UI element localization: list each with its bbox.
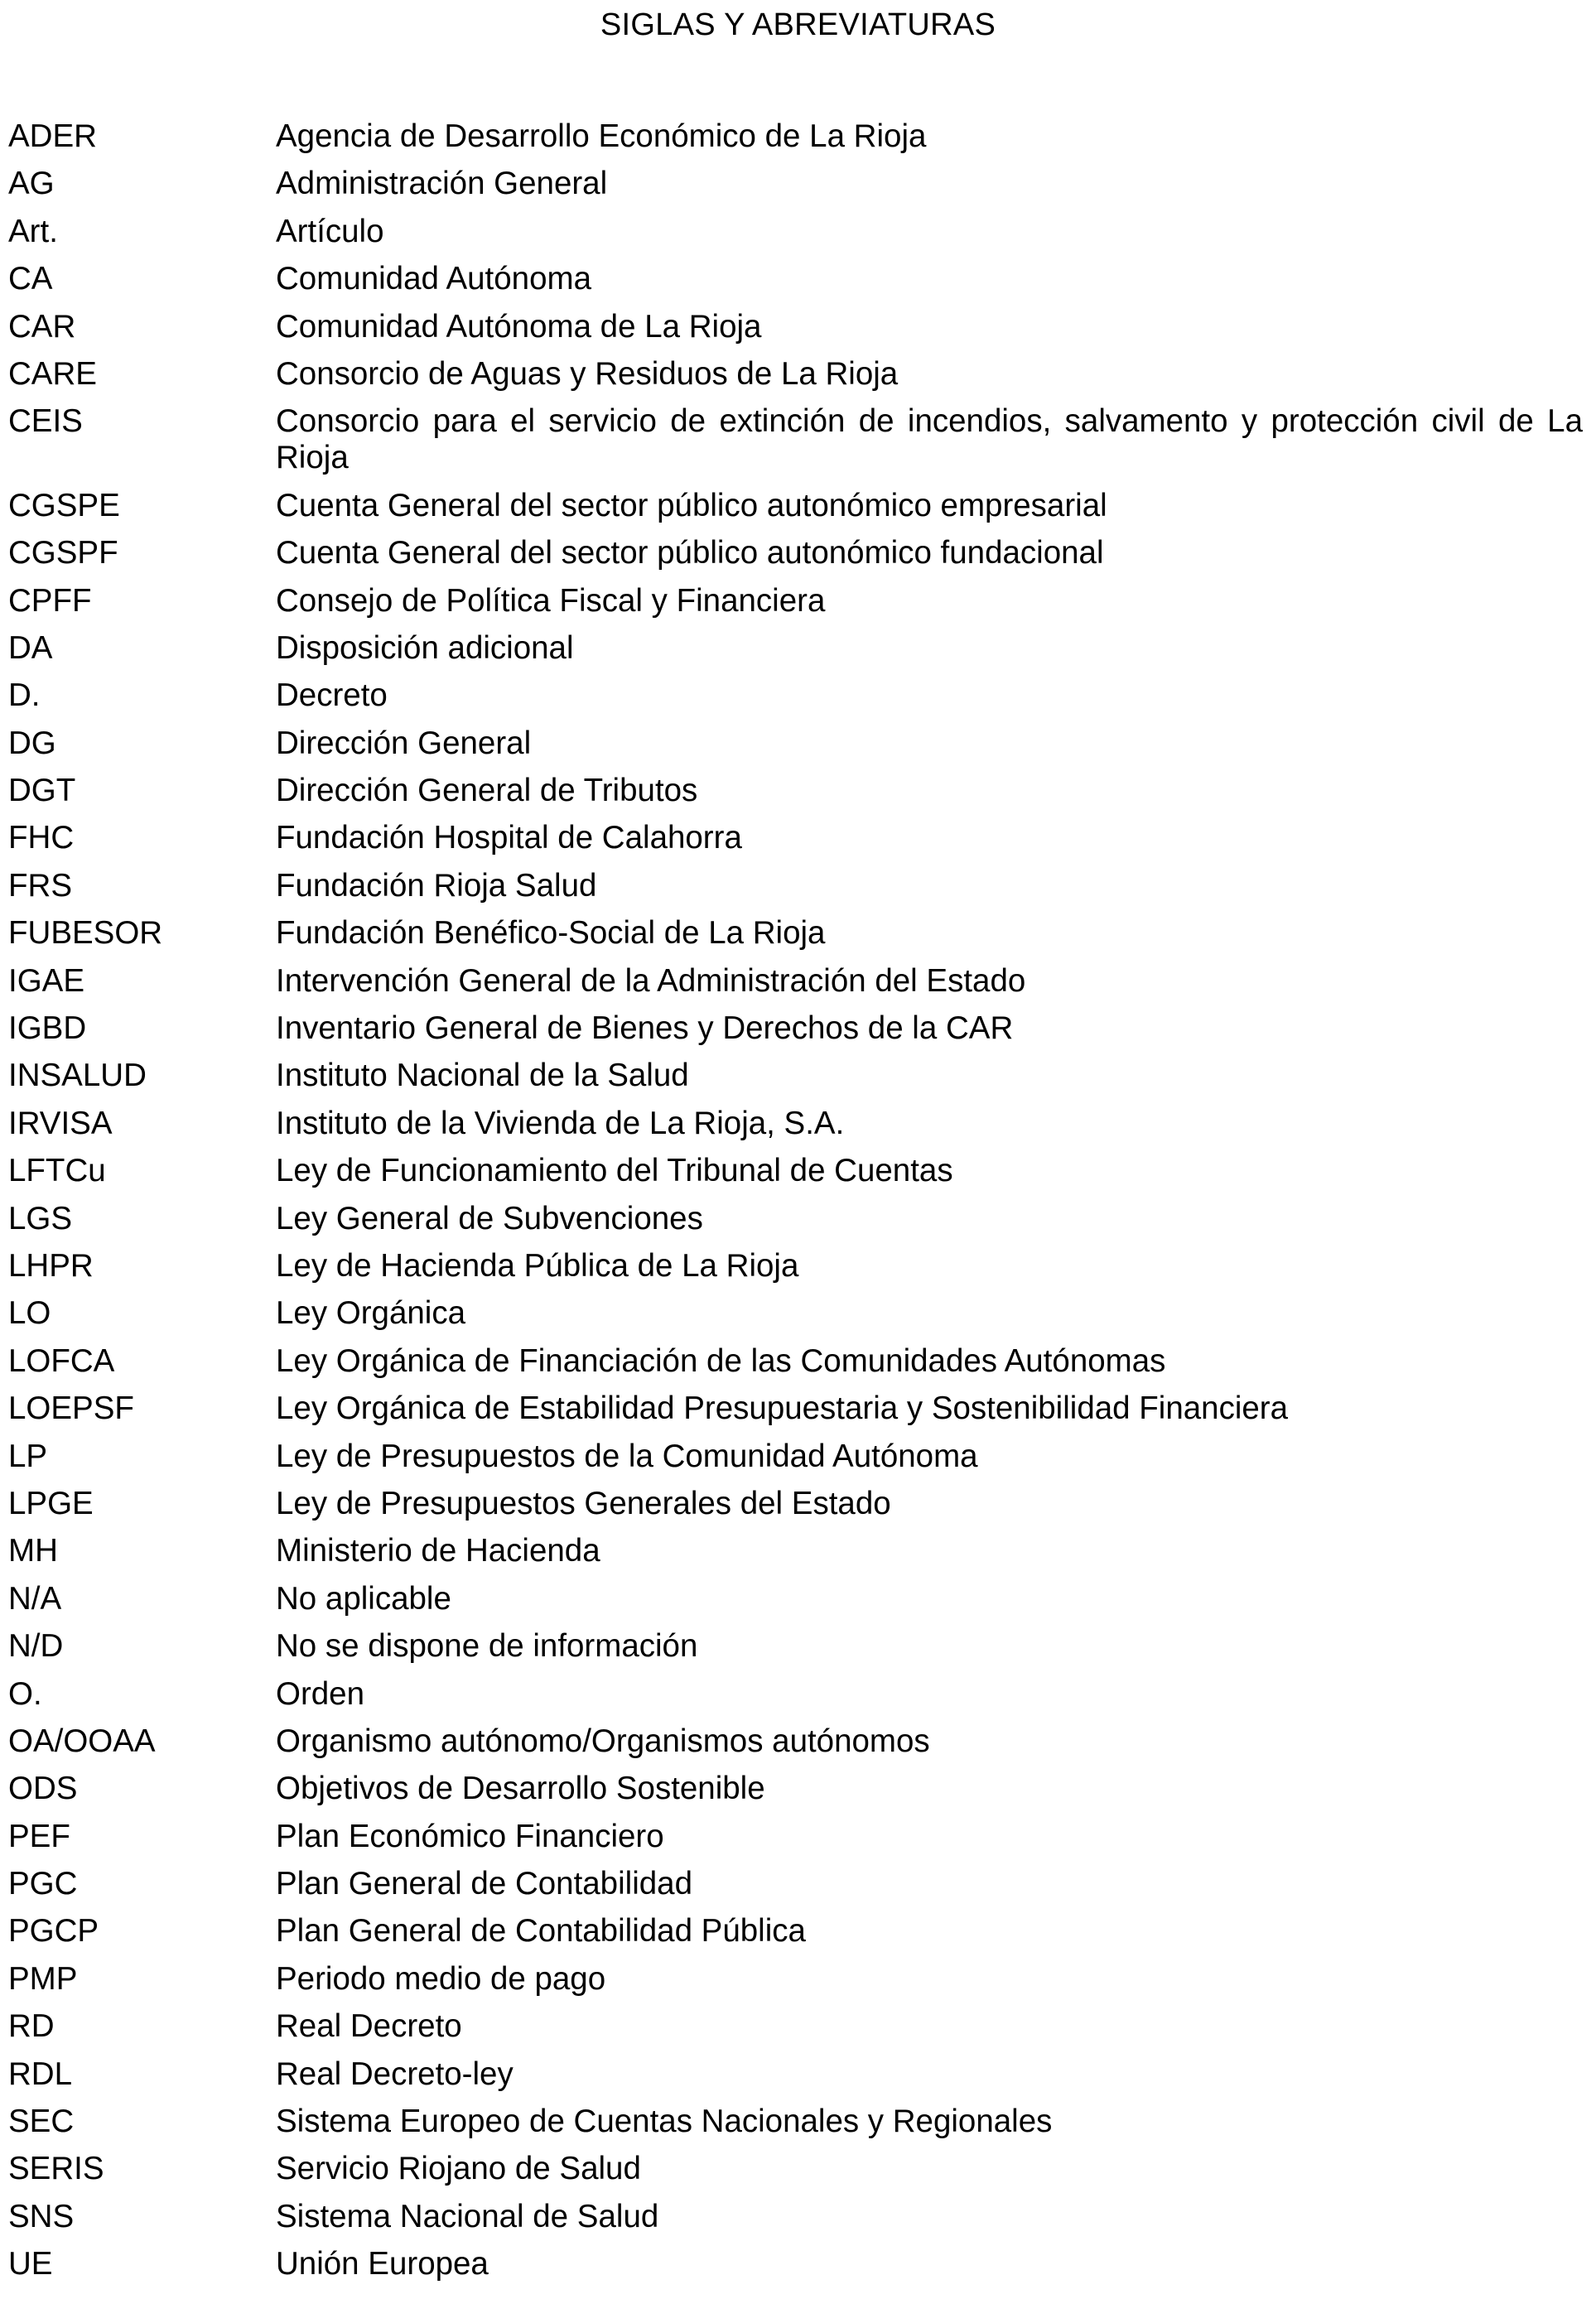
abbreviation-row [0, 1248, 1596, 1284]
abbreviation-term: LHPR [8, 1247, 94, 1284]
abbreviation-row [0, 1961, 1596, 1998]
abbreviation-row [0, 1866, 1596, 1902]
abbreviation-term: PGCP [8, 1913, 99, 1950]
abbreviation-term: N/D [8, 1628, 64, 1665]
abbreviation-term: INSALUD [8, 1058, 147, 1094]
abbreviation-definition: Intervención General de la Administración del Estado [276, 962, 1026, 999]
abbreviation-definition: Servicio Riojano de Salud [276, 2151, 641, 2187]
abbreviation-term: AG [8, 166, 55, 202]
abbreviation-row [0, 1106, 1596, 1142]
abbreviation-term: LOFCA [8, 1342, 115, 1379]
abbreviation-row [0, 915, 1596, 952]
abbreviation-definition: Periodo medio de pago [276, 1960, 606, 1997]
abbreviation-list [0, 118, 1596, 2294]
abbreviation-definition: Orden [276, 1675, 365, 1712]
abbreviation-row [0, 868, 1596, 904]
abbreviation-definition: No aplicable [276, 1580, 451, 1617]
abbreviation-row [0, 1439, 1596, 1475]
abbreviation-row [0, 1723, 1596, 1760]
abbreviation-definition: Ley de Presupuestos Generales del Estado [276, 1485, 891, 1521]
abbreviation-definition: Sistema Europeo de Cuentas Nacionales y Regionales [276, 2104, 1053, 2140]
abbreviation-definition: Ley General de Subvenciones [276, 1200, 703, 1236]
abbreviation-term: Art. [8, 213, 58, 249]
abbreviation-row [0, 535, 1596, 571]
abbreviation-term: LP [8, 1438, 48, 1474]
abbreviation-row [0, 1153, 1596, 1189]
abbreviation-row [0, 2151, 1596, 2187]
abbreviation-definition: Real Decreto [276, 2008, 462, 2045]
abbreviation-definition: Consejo de Política Fiscal y Financiera [276, 582, 826, 619]
abbreviation-definition: No se dispone de información [276, 1628, 698, 1665]
abbreviation-term: IGBD [8, 1010, 87, 1047]
abbreviation-row [0, 630, 1596, 667]
abbreviation-row [0, 773, 1596, 809]
abbreviation-row [0, 1201, 1596, 1237]
abbreviation-term: DGT [8, 773, 76, 809]
abbreviation-term: N/A [8, 1580, 62, 1617]
abbreviation-definition: Instituto de la Vivienda de La Rioja, S.A. [276, 1105, 845, 1141]
abbreviation-definition: Real Decreto-ley [276, 2056, 514, 2092]
abbreviation-definition: Comunidad Autónoma de La Rioja [276, 308, 762, 345]
abbreviation-row [0, 677, 1596, 714]
abbreviation-definition: Instituto Nacional de la Salud [276, 1058, 689, 1094]
abbreviation-definition: Dirección General de Tributos [276, 773, 698, 809]
abbreviation-definition: Fundación Hospital de Calahorra [276, 820, 742, 856]
abbreviation-definition: Administración General [276, 166, 608, 202]
abbreviation-row [0, 2056, 1596, 2093]
abbreviation-term: CGSPF [8, 535, 118, 571]
abbreviation-row [0, 2199, 1596, 2235]
abbreviation-definition: Consorcio para el servicio de extinción de incendios, salvamento y protección civil de La Rioja [276, 403, 1583, 476]
abbreviation-term: RDL [8, 2056, 73, 2092]
abbreviation-term: DG [8, 725, 56, 761]
abbreviation-row [0, 1771, 1596, 1807]
abbreviation-term: LO [8, 1295, 51, 1332]
abbreviation-row [0, 1058, 1596, 1094]
abbreviation-definition: Consorcio de Aguas y Residuos de La Rioja [276, 355, 899, 392]
abbreviation-definition: Ley Orgánica de Estabilidad Presupuestaria y Sostenibilidad Financiera [276, 1390, 1289, 1427]
abbreviation-term: CARE [8, 355, 97, 392]
abbreviation-definition: Cuenta General del sector público autonómico empresarial [276, 487, 1107, 523]
abbreviation-term: SERIS [8, 2151, 104, 2187]
abbreviation-term: SNS [8, 2198, 75, 2234]
abbreviation-term: ODS [8, 1771, 78, 1807]
abbreviation-row [0, 2104, 1596, 2140]
abbreviation-row [0, 309, 1596, 345]
abbreviation-definition: Plan Económico Financiero [276, 1818, 664, 1854]
abbreviation-definition: Dirección General [276, 725, 532, 761]
abbreviation-row [0, 583, 1596, 619]
abbreviation-row [0, 1628, 1596, 1665]
abbreviation-term: MH [8, 1533, 58, 1569]
abbreviation-term: CGSPE [8, 487, 120, 523]
abbreviation-term: LGS [8, 1200, 73, 1236]
abbreviation-term: SEC [8, 2104, 75, 2140]
abbreviation-term: FUBESOR [8, 915, 163, 952]
abbreviation-row [0, 1581, 1596, 1617]
abbreviation-definition: Ley Orgánica de Financiación de las Comunidades Autónomas [276, 1342, 1166, 1379]
abbreviation-row [0, 1676, 1596, 1713]
abbreviation-definition: Disposición adicional [276, 629, 574, 666]
abbreviation-definition: Sistema Nacional de Salud [276, 2198, 659, 2234]
page-title: SIGLAS Y ABREVIATURAS [600, 7, 996, 42]
abbreviation-term: LOEPSF [8, 1390, 134, 1427]
abbreviation-term: OA/OOAA [8, 1723, 156, 1759]
abbreviation-row [0, 118, 1596, 155]
abbreviation-row [0, 356, 1596, 393]
abbreviation-definition: Inventario General de Bienes y Derechos de la CAR [276, 1010, 1014, 1047]
abbreviation-row [0, 1533, 1596, 1569]
abbreviation-term: D. [8, 677, 41, 714]
abbreviation-definition: Ley de Presupuestos de la Comunidad Autónoma [276, 1438, 978, 1474]
abbreviation-row [0, 1819, 1596, 1855]
abbreviation-definition: Agencia de Desarrollo Económico de La Rioja [276, 118, 927, 154]
abbreviation-term: CAR [8, 308, 76, 345]
abbreviation-definition: Fundación Rioja Salud [276, 867, 597, 904]
abbreviation-row [0, 2246, 1596, 2282]
abbreviation-term: O. [8, 1675, 42, 1712]
abbreviation-term: RD [8, 2008, 55, 2045]
abbreviation-row [0, 963, 1596, 1000]
abbreviation-term: IRVISA [8, 1105, 113, 1141]
abbreviation-definition: Decreto [276, 677, 388, 714]
abbreviation-definition: Fundación Benéfico-Social de La Rioja [276, 915, 826, 952]
abbreviation-term: PMP [8, 1960, 78, 1997]
abbreviation-term: LPGE [8, 1485, 94, 1521]
abbreviation-row [0, 2008, 1596, 2045]
abbreviation-term: DA [8, 629, 53, 666]
abbreviation-row [0, 403, 1596, 476]
abbreviation-definition: Ley Orgánica [276, 1295, 465, 1332]
abbreviation-row [0, 725, 1596, 762]
abbreviation-term: CA [8, 261, 53, 297]
abbreviation-term: ADER [8, 118, 97, 154]
abbreviation-definition: Plan General de Contabilidad [276, 1866, 692, 1902]
abbreviation-term: PGC [8, 1866, 78, 1902]
abbreviation-row [0, 1913, 1596, 1950]
abbreviation-term: FRS [8, 867, 72, 904]
abbreviation-row [0, 1486, 1596, 1522]
abbreviation-term: CPFF [8, 582, 92, 619]
abbreviation-definition: Organismo autónomo/Organismos autónomos [276, 1723, 930, 1759]
abbreviation-row [0, 166, 1596, 202]
abbreviation-definition: Ley de Hacienda Pública de La Rioja [276, 1247, 799, 1284]
abbreviation-term: PEF [8, 1818, 70, 1854]
abbreviation-definition: Ley de Funcionamiento del Tribunal de Cuentas [276, 1153, 953, 1189]
abbreviation-row [0, 488, 1596, 524]
abbreviation-definition: Artículo [276, 213, 384, 249]
abbreviation-row [0, 1295, 1596, 1332]
abbreviation-term: FHC [8, 820, 75, 856]
abbreviation-row [0, 1343, 1596, 1380]
abbreviation-term: UE [8, 2246, 53, 2282]
abbreviation-definition: Unión Europea [276, 2246, 489, 2282]
abbreviation-definition: Plan General de Contabilidad Pública [276, 1913, 806, 1950]
abbreviation-definition: Cuenta General del sector público autonómico fundacional [276, 535, 1104, 571]
abbreviation-definition: Objetivos de Desarrollo Sostenible [276, 1771, 765, 1807]
abbreviation-row [0, 820, 1596, 856]
abbreviation-definition: Comunidad Autónoma [276, 261, 591, 297]
abbreviation-row [0, 1010, 1596, 1047]
abbreviation-term: CEIS [8, 403, 83, 440]
abbreviation-row [0, 1390, 1596, 1427]
abbreviation-row [0, 214, 1596, 250]
abbreviation-term: LFTCu [8, 1153, 106, 1189]
abbreviation-term: IGAE [8, 962, 85, 999]
abbreviation-definition: Ministerio de Hacienda [276, 1533, 600, 1569]
abbreviation-row [0, 261, 1596, 297]
